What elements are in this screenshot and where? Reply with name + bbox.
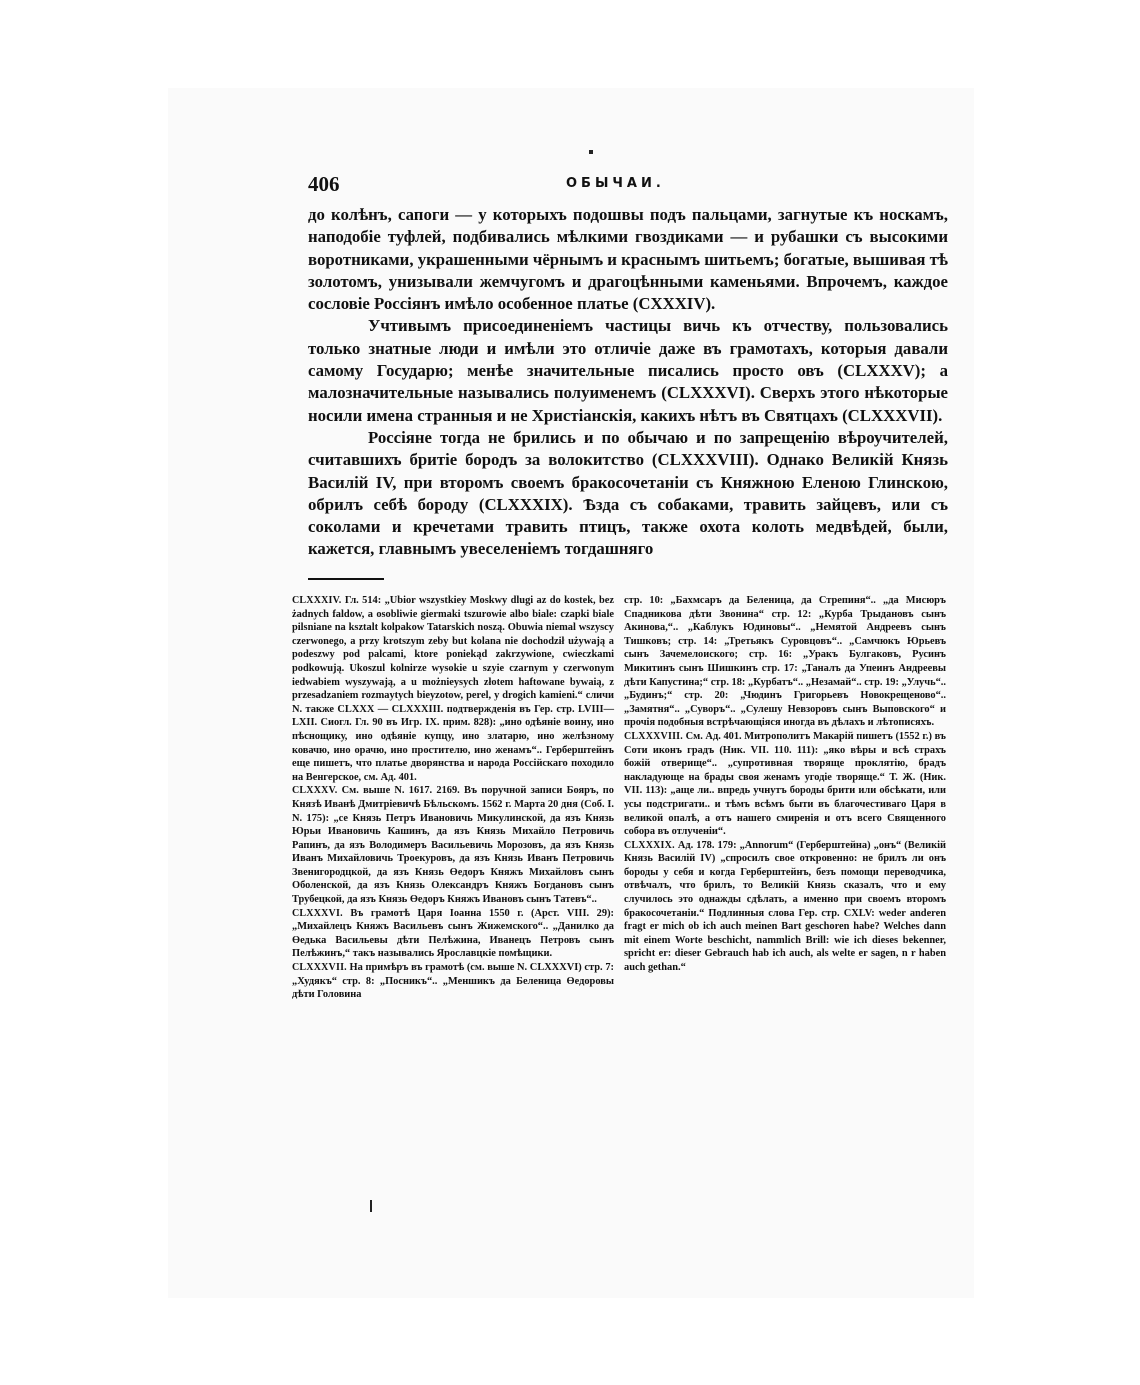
footnote [292, 784, 614, 906]
footnote-text: Гл. 514: „Ubior wszystkiey Moskwy dlugi az do kostek, bez żadnych faldow, a osobliwie giermaki tszurowie albo biale: czapki biale pilsniane na ksztalt kolpakow Tatarskich noszą. Obuwia niemal wszyscy czerwonego, a przy krotszym zeby but kolana nie dochodził używają a podeszwy pod palcami, ktore poniekąd zakrzywione, cwieczkami podkowują. Ukoszul kolnirze wysokie u szyie czarnym y czerwonym iedwabiem wyszywają, a u możnieysych złotem haftowane bywaią, z przesadzaniem rozmaytych bieyzotow, perel, y drogich kamieni.“ сличи N. также CLXXX — CLXXXIII. подтвержденія въ Гер. стр. LVIII—LXII. Сиогл. Гл. 90 въ Игр. IX. прим. 828): „ино одѣяніе воину, ино пѣснощику, ино одѣяніе купцу, ино златарю, ино желѣзному ковачю, ино орачю, ино простителю, ино женамъ“.. Герберштейнъ еще пишетъ, что платье дворянства и народа Россійскаго походило на Венгерское, см. Ад. 401. [292, 595, 614, 783]
footnote [624, 730, 946, 839]
footnote-label: CLXXXV. [292, 785, 338, 797]
main-text [308, 204, 948, 561]
footnote-separator [308, 578, 384, 580]
footnote [292, 907, 614, 961]
footnote-text: См. Ад. 401. Митрополитъ Макарій пишетъ (1552 г.) въ Соти иконъ градъ (Ник. VII. 110. 111): „яко вѣры и всѣ страхъ божій отверище“.. „супротивная творяще проклятію, брадъ накладующе на брады своя женамъ угодіе творяще.“ Т. Ж. (Ник. VII. 113): „аще ли.. впредь учнутъ бороды брити или обсѣкати, или усы подстригати.. и тѣмъ всѣмъ быти въ благочестиваго Царя в великой опалѣ, а отъ нашего смиренія и отъ всего Священного собора въ отлученіи“. [624, 730, 946, 838]
footnotes-left-column [292, 594, 614, 1002]
footnote-continuation [624, 594, 946, 730]
footnote-label: CLXXXVI. [292, 907, 343, 919]
footnote-label: CLXXXVIII. [624, 730, 683, 742]
scan-speck [370, 1200, 372, 1212]
footnote-text: На примѣръ въ грамотѣ (см. выше N. CLXXXVI) стр. 7: „Худякъ“ стр. 8: „Посникъ“.. „Меншикъ да Беленица Өедоровы дѣти Головина [292, 962, 614, 1001]
footnote-text: Въ грамотѣ Царя Іоанна 1550 г. (Арст. VIII. 29): „Михайлецъ Княжъ Васильевъ сынъ Жижемского“.. „Данилко да Өедька Васильевы дѣти Пелѣжина, Иванецъ Петровъ сынъ Пелѣжинъ,“ такъ назывались Ярославцкіе помѣщики. [292, 907, 614, 960]
footnote-label: CLXXXVII. [292, 962, 347, 974]
footnotes-right-column [624, 594, 946, 975]
footnote-text: См. выше N. 1617. 2169. Въ поручной записи Бояръ, по Князѣ Иванѣ Дмитріевичѣ Бѣльскомъ. 1562 г. Марта 20 дня (Соб. I. N. 175): „се Князь Петръ Ивановичь Микулинской, да язъ Князь Юрьи Ивановичь Кашинъ, да язъ Князь Михайло Петровичь Рапинъ, да язъ Володимеръ Васильевичь Морозовъ, да язъ Князь Иванъ Михайловичь Троекуровъ, да язъ Князь Иванъ Петровичь Звенигородцкой, да язъ Князь Өедоръ Княжъ Михайловъ сынъ Оболенской, да язъ Князь Олександръ Княжъ Богдановъ сынъ Трубецкой, да язъ Князь Өедоръ Княжъ Ивановъ сынъ Татевъ“.. [292, 785, 614, 906]
running-title: ОБЫЧАИ. [566, 176, 665, 191]
footnote [292, 961, 614, 1002]
footnote-text: стр. 10: „Бахмсаръ да Беленица, да Стрепиня“.. „да Мисюръ Спадникова дѣти Звонина“ стр. 12: „Курба Трыдановъ сынъ Акинова,“.. „Каблукъ Юдиновы“.. „Немятой Андреевъ сынъ Тишковъ; стр. 14: „Третьякъ Суровцовъ“.. „Самчюкъ Юрьевъ сынъ Зачемелоиского; стр. 16: „Уракъ Булгаковъ, Русинъ Микитинъ сынъ Шишкинъ стр. 17: „Таналъ да Упеинъ Андреевы дѣти Капустина;“ стр. 18: „Курбатъ“.. „Незамай“.. стр. 19: „Улучь“.. „Будинъ;“ стр. 20: „Чюдинъ Григорьевъ Новокрещеново“.. „Замятня“.. „Суворъ“.. „Сулешу Невзоровъ сынъ Выповского“ и прочія подобныя встрѣчающіяся иногда въ дѣлахъ и лѣтописяхъ. [624, 595, 946, 729]
footnote [292, 594, 614, 784]
paragraph: Россіяне тогда не брились и по обычаю и по запрещенію вѣроучителей, считавшихъ бритіе бородъ за волокитство (CLXXXVIII). Однако Великій Князь Василій IV, при второмъ своемъ бракосочетаніи съ Княжною Еленою Глинскою, обрилъ себѣ бороду (CLXXXIX). Ѣзда съ собаками, травить зайцевъ, или съ соколами и кречетами травить птицъ, также охота колоть медвѣдей, были, кажется, главнымъ увеселеніемъ тогдашняго [308, 427, 948, 559]
footnote-label: CLXXXIX. [624, 839, 675, 851]
page-number: 406 [308, 172, 340, 196]
paragraph: до колѣнъ, сапоги — у которыхъ подошвы подъ пальцами, загнутые къ носкамъ, наподобіе туфлей, подбивались мѣлкими гвоздиками — и рубашки съ высокими воротниками, украшенными чёрнымъ и краснымъ шитьемъ; богатые, вышивая тѣ золотомъ, унизывали жемчугомъ и драгоцѣнными каменьями. Впрочемъ, каждое сословіе Россіянъ имѣло особенное платье (CXXXIV). [308, 205, 948, 314]
footnote-text: Ад. 178. 179: „Annorum“ (Герберштейна) „онъ“ (Великій Князь Василій IV) „спросилъ свое откровенно: не брилъ ли онъ бороды у себя и когда Герберштейнъ, безъ помощи переводчика, отвѣчалъ, что брилъ, то Великій Князь сказалъ, что и ему случилось это однажды сдѣлать, а именно при своемъ второмъ бракосочетаніи.“ Подлинныя слова Гер. стр. CXLV: weder anderen fragt er mich ob ich auch meinen Bart geschoren habe? Welches dann mit einem Worte beschicht, nammlich Brill: wie ich dieses bekenner, spricht er: dieser Gebrauch hab ich auch, als welte er sagen, n r haben auch gethan.“ [624, 839, 946, 974]
scan-speck [589, 150, 593, 154]
page-header [308, 172, 948, 200]
footnote-label: CLXXXIV. [292, 595, 342, 606]
paragraph: Учтивымъ присоединеніемъ частицы вичь къ отчеству, пользовались только знатные люди и имѣли это отличіе даже въ грамотахъ, которыя давали самому Государю; менѣе значительные писались просто овъ (CLXXXV); а малозначительные назывались полуименемъ (CLXXXVI). Сверхъ этого нѣкоторые носили имена странныя и не Христіанскія, какихъ нѣтъ въ Святцахъ (CLXXXVII). [308, 316, 948, 425]
footnote [624, 839, 946, 975]
